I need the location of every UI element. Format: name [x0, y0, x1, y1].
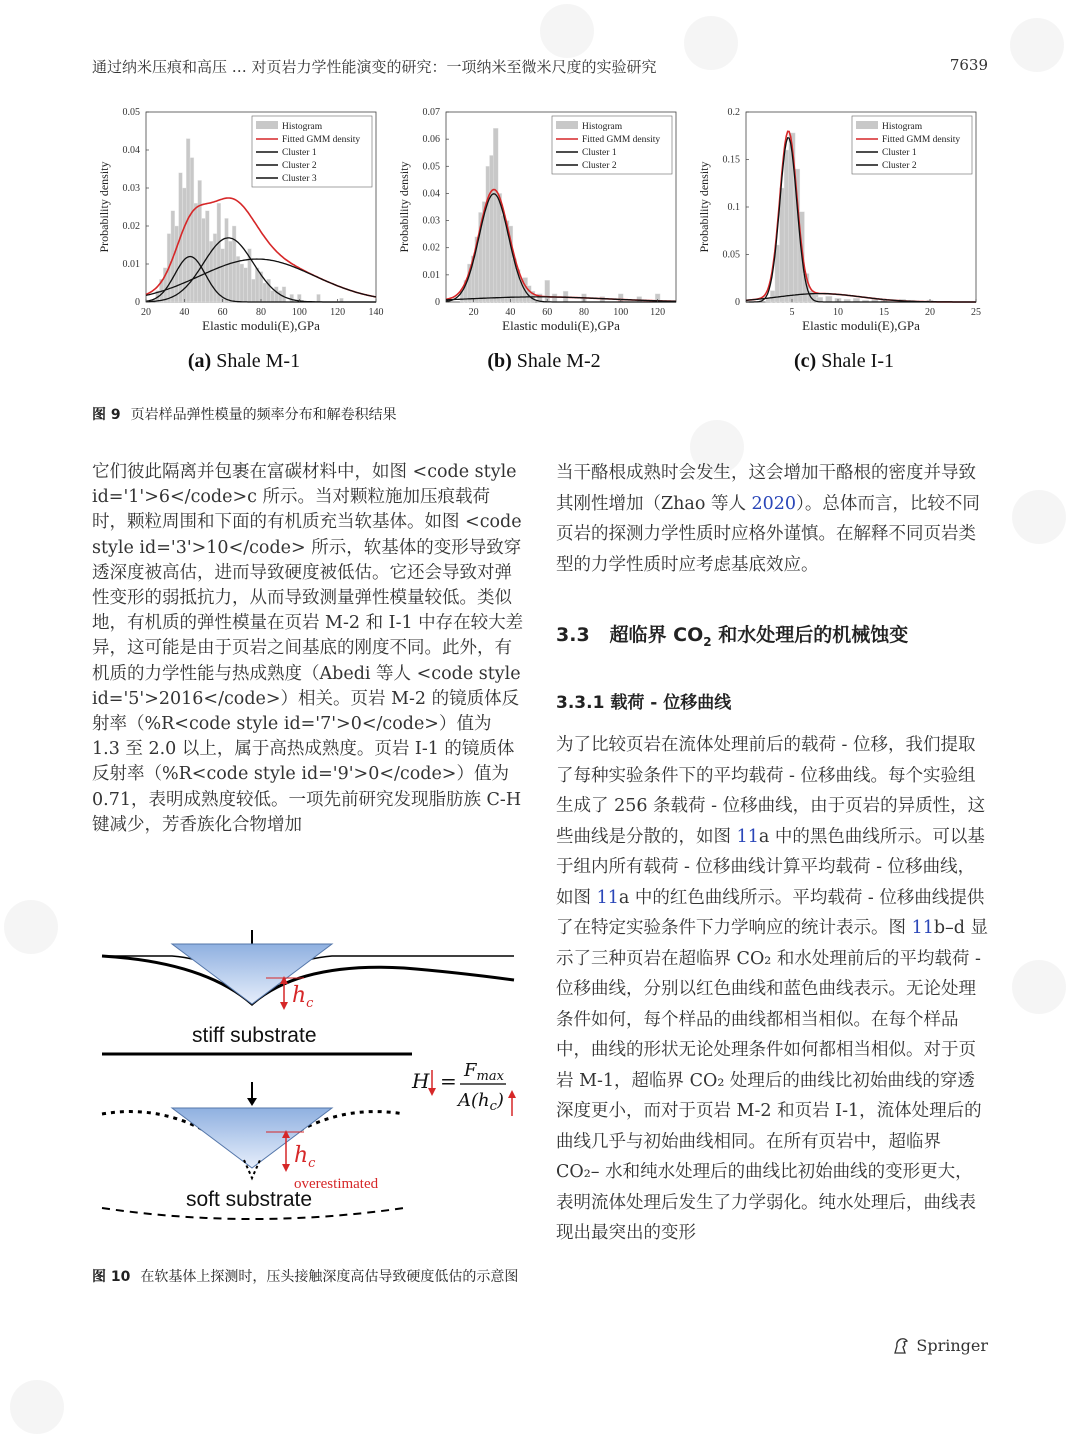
- chart-shale-m1: [94, 100, 394, 340]
- x-tick-label: 100: [613, 307, 629, 318]
- y-tick-label: 0.2: [727, 107, 740, 118]
- soft-substrate-label: soft substrate: [186, 1188, 313, 1211]
- legend-entry: Fitted GMM density: [882, 135, 961, 145]
- watermark: [1010, 18, 1064, 72]
- legend-entry: Cluster 3: [282, 174, 317, 184]
- histogram-bar: [175, 226, 179, 302]
- figure-link-11[interactable]: 11: [596, 887, 619, 908]
- x-tick-label: 40: [505, 307, 516, 318]
- y-tick-label: 0.01: [122, 259, 140, 270]
- histogram-bar: [225, 218, 229, 302]
- legend-swatch-histogram: [256, 121, 278, 129]
- x-tick-label: 20: [925, 307, 935, 318]
- figure9-panel-c: [694, 100, 994, 372]
- histogram-bar: [244, 268, 248, 302]
- x-tick-label: 20: [141, 307, 151, 318]
- y-axis-label: Probability density: [397, 161, 411, 253]
- y-tick-label: 0: [735, 297, 740, 308]
- right-paragraph-1: 当干酪根成熟时会发生，这会增加干酪根的密度并导致其刚性增加（Zhao 等人 2020）。总体而言，比较不同页岩的探测力学性质时应格外谨慎。在解释不同页岩类型的力学性质时应考虑基底效应。: [556, 463, 980, 575]
- histogram-bar: [251, 279, 255, 302]
- subsection-heading-3-3-1: 3.3.1 载荷 - 位移曲线: [556, 693, 732, 713]
- x-tick-label: 20: [468, 307, 479, 318]
- chart-shale-m2: [394, 100, 694, 340]
- springer-horse-icon: [892, 1337, 910, 1355]
- watermark: [1012, 490, 1066, 544]
- histogram-bar: [263, 283, 267, 302]
- figure-link-11[interactable]: 11: [736, 826, 759, 847]
- y-tick-label: 0.15: [722, 154, 740, 166]
- x-tick-label: 40: [179, 307, 190, 318]
- x-tick-label: 5: [789, 307, 795, 318]
- histogram-bar: [198, 180, 202, 302]
- y-tick-label: 0.05: [422, 161, 440, 173]
- formula-numerator: $F_{max}$: [464, 1060, 504, 1084]
- legend-swatch-histogram: [856, 121, 878, 129]
- x-tick-label: 80: [579, 307, 589, 318]
- histogram-bar: [182, 188, 186, 302]
- y-tick-label: 0.02: [422, 242, 440, 254]
- x-tick-label: 140: [368, 307, 384, 318]
- section-heading-3-3: 3.3 超临界 $CO_2$ 和水处理后的机械蚀变: [556, 624, 909, 649]
- watermark: [10, 1380, 64, 1434]
- legend-entry: Cluster 1: [582, 148, 617, 158]
- x-axis-label: Elastic moduli(E),GPa: [502, 318, 620, 333]
- histogram-bar: [637, 297, 642, 302]
- histogram-bar: [552, 294, 557, 302]
- panel-caption-c: (c) Shale I-1: [794, 350, 894, 372]
- formula-denominator: $A(h_c)$: [458, 1090, 504, 1114]
- y-tick-label: 0.02: [122, 221, 140, 232]
- y-tick-label: 0.04: [422, 188, 440, 200]
- hc-label-stiff: $h_c$: [292, 983, 314, 1011]
- springer-logo: [892, 1336, 988, 1355]
- histogram-bar: [545, 280, 550, 302]
- y-tick-label: 0.03: [122, 183, 140, 194]
- publisher-name: Springer: [916, 1336, 988, 1355]
- y-tick-label: 0.04: [122, 145, 140, 156]
- figure10-caption: 图 10 在软基体上探测时，压头接触深度高估导致硬度低估的示意图: [92, 1269, 519, 1285]
- x-tick-label: 120: [330, 307, 346, 318]
- y-tick-label: 0.03: [422, 215, 440, 227]
- page-number: 7639: [949, 56, 988, 74]
- legend-swatch-histogram: [556, 121, 578, 129]
- hc-label-soft: $h_c$: [294, 1143, 316, 1171]
- figure9-panel-a: [94, 100, 394, 372]
- watermark: [540, 4, 594, 58]
- legend-entry: Fitted GMM density: [582, 135, 661, 145]
- legend-entry: Cluster 2: [582, 161, 617, 171]
- x-tick-label: 25: [971, 307, 981, 318]
- histogram-bar: [278, 291, 282, 302]
- x-tick-label: 10: [833, 307, 843, 318]
- watermark: [1012, 960, 1066, 1014]
- histogram-bar: [232, 226, 236, 302]
- running-title: 通过纳米压痕和高压 … 对页岩力学性能演变的研究：一项纳米至微米尺度的实验研究: [92, 58, 657, 76]
- left-column-paragraph: 它们彼此隔离并包裹在富碳材料中，如图 <code style id='1'>6</code>c 所示。当对颗粒施加压痕载荷时，颗粒周围和下面的有机质充当软基体。如图 <code style id='3'>10</code> 所示，软基体的变形导致穿透深度被高估，进而导致硬度被低估。它还会导致对弹性变形的弱抵抗力，从而导致测量弹性模量较低。类似地，有机质的弹性模量在页岩 M-2 和 I-1 中存在较大差异，这可能是由于页岩之间基底的刚度不同。此外，有机质的力学性能与热成熟度（Abedi 等人 <code style id='5'>2016</code>）相关。页岩 M-2 的镜质体反射率（%R<code style id='7'>0</code>）值为 1.3 至 2.0 以上，属于高热成熟度。页岩 I-1 的镜质体反射率（%R<code style id='9'>0</code>）值为 0.71，表明成熟度较低。一项先前研究发现脂肪族 C-H 键减少，芳香族化合物增加: [92, 462, 524, 835]
- y-tick-label: 0.1: [727, 202, 740, 213]
- figure9-panel-b: [394, 100, 694, 372]
- x-tick-label: 15: [879, 307, 889, 318]
- x-tick-label: 80: [256, 307, 266, 318]
- figure10-diagram: [94, 930, 534, 1250]
- legend-entry: Fitted GMM density: [282, 135, 361, 145]
- formula-equals: =: [440, 1069, 457, 1093]
- x-tick-label: 120: [650, 307, 666, 318]
- x-axis-label: Elastic moduli(E),GPa: [202, 318, 320, 333]
- load-arrow-head-soft: [247, 1098, 257, 1106]
- panel-caption-a: (a) Shale M-1: [187, 350, 301, 372]
- legend-entry: Histogram: [282, 122, 323, 132]
- y-axis-label: Probability density: [97, 161, 111, 253]
- histogram-bar: [271, 291, 275, 302]
- histogram-bar: [228, 241, 232, 302]
- x-tick-label: 60: [542, 307, 553, 318]
- legend-entry: Histogram: [882, 122, 923, 132]
- hc-arrow-down-soft: [282, 1164, 290, 1172]
- legend-entry: Cluster 2: [882, 161, 917, 171]
- chart-shale-i1: [694, 100, 994, 340]
- hc-arrow-down-stiff: [280, 1002, 288, 1010]
- figure-link-11[interactable]: 11: [911, 918, 934, 938]
- x-axis-label: Elastic moduli(E),GPa: [802, 318, 920, 333]
- formula-H: H: [412, 1069, 430, 1093]
- legend-entry: Cluster 2: [282, 161, 317, 171]
- y-tick-label: 0.05: [122, 107, 140, 118]
- histogram-bar: [290, 294, 294, 302]
- x-tick-label: 60: [217, 307, 228, 318]
- stiff-substrate-label: stiff substrate: [192, 1024, 317, 1047]
- histogram-bar: [255, 268, 259, 302]
- y-tick-label: 0.01: [422, 269, 440, 281]
- right-paragraph-2: 为了比较页岩在流体处理前后的载荷 - 位移，我们提取了每种实验条件下的平均载荷 - 位移曲线。每个实验组生成了 256 条载荷 - 位移曲线，由于页岩的异质性，这些曲线是分散的，如图 11a 中的黑色曲线所示。可以基于组内所有载荷 - 位移曲线计算平均载荷 - 位移曲线，如图 11a 中的红色曲线所示。平均载荷 - 位移曲线提供了在特定实验条件下力学响应的统计表示。图 11b–d 显示了三种页岩在超临界 CO₂ 和水处理前后的平均载荷 - 位移曲线，分别以红色曲线和蓝色曲线表示。无论处理条件如何，每个样品的曲线都相当相似。在每个样品中，曲线的形状无论处理条件如何都相当相似。对于页岩 M-1，超临界 CO₂ 处理后的曲线比初始曲线的穿透深度更小，而对于页岩 M-2 和页岩 I-1，流体处理后的曲线几乎与初始曲线相同。在所有页岩中，超临界 CO₂– 水和纯水处理后的曲线比初始曲线的变形更大，表明流体处理后发生了力学弱化。纯水处理后，曲线表现出最突出的变形: [556, 735, 989, 1243]
- legend-entry: Cluster 1: [882, 148, 917, 158]
- y-tick-label: 0.07: [422, 107, 440, 118]
- legend-entry: Cluster 1: [282, 148, 317, 158]
- histogram-bar: [240, 264, 244, 302]
- y-tick-label: 0: [435, 297, 440, 308]
- citation-link-2020[interactable]: 2020: [751, 493, 797, 514]
- histogram-bar: [221, 249, 225, 302]
- watermark: [4, 900, 58, 954]
- y-axis-label: Probability density: [697, 161, 711, 253]
- histogram-bar: [317, 294, 321, 302]
- y-tick-label: 0.06: [422, 134, 440, 146]
- watermark: [684, 16, 738, 70]
- a-up-arrow-head: [508, 1090, 516, 1098]
- legend-entry: Histogram: [582, 122, 623, 132]
- histogram-bar: [274, 287, 278, 302]
- figure9-caption: 图 9 页岩样品弹性模量的频率分布和解卷积结果: [92, 407, 397, 423]
- histogram-bar: [826, 296, 833, 302]
- histogram-bar: [236, 256, 240, 302]
- overestimated-label: overestimated: [294, 1176, 379, 1192]
- y-tick-label: 0.05: [722, 249, 740, 261]
- histogram-bar: [282, 287, 286, 302]
- panel-caption-b: (b) Shale M-2: [487, 350, 601, 372]
- histogram-bar: [217, 203, 221, 302]
- x-tick-label: 100: [291, 307, 307, 318]
- y-tick-label: 0: [135, 297, 140, 308]
- histogram-bar: [194, 203, 198, 302]
